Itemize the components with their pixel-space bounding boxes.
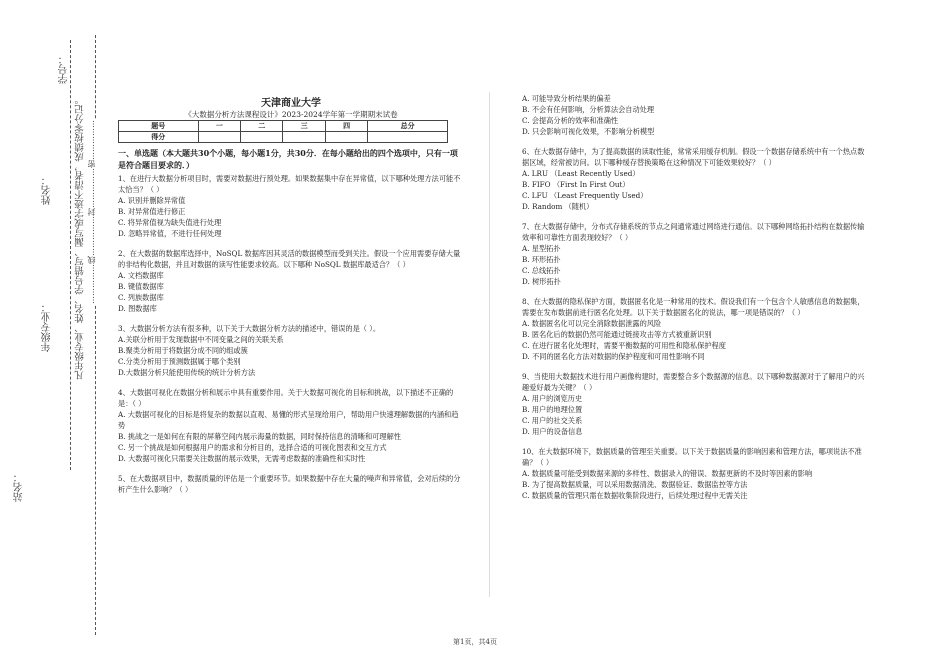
- binding-margin: [0, 0, 105, 672]
- question-stem: 5、在大数据项目中，数据质量的评估是一个重要环节。如果数据中存在大量的噪声和异常值，会对后续的分析产生什么影响？（ ）: [118, 474, 461, 494]
- question-8: [522, 296, 867, 362]
- score-table-score-row: [119, 132, 448, 143]
- option-b: B. 为了提高数据质量，可以采用数据清洗、数据验证、数据监控等方法: [522, 480, 748, 489]
- question-4: [118, 387, 464, 464]
- option-a: A. 识别并删除异常值: [118, 196, 186, 205]
- question-stem: 4、大数据可视化在数据分析和展示中具有重要作用。关于大数据可视化的目标和挑战，以下描述不正确的是：（ ）: [118, 388, 454, 408]
- option-a: A. 用户的浏览历史: [522, 394, 583, 403]
- section-title: 一、单选题（本大题共30个小题，每小题1分，共30分．在每小题给出的四个选项中，只有一项是符合题目要求的．）: [118, 148, 458, 170]
- option-c: C. 总线拓扑: [522, 266, 561, 275]
- question-6: [522, 146, 867, 212]
- page-number: 第1页，共4页: [453, 638, 497, 646]
- option-a: A. 星型拓扑: [522, 244, 561, 253]
- question-9: [522, 371, 867, 437]
- score-cell[interactable]: [241, 132, 283, 143]
- question-stem: 8、在大数据的隐私保护方面，数据匿名化是一种常用的技术。假设我们有一个包含个人敏感信息的数据集，需要在发布数据前进行匿名化处理。以下关于数据匿名化的说法，哪一项是错误的？（ ）: [522, 297, 865, 317]
- option-c: C. 将异常值视为缺失值进行处理: [118, 218, 222, 227]
- option-d: D. 大数据可视化只需要关注数据的展示效果，无需考虑数据的准确性和实时性: [118, 454, 366, 463]
- question-stem: 6、在大数据存储中，为了提高数据的读取性能，常常采用缓存机制。假设一个数据存储系统中有一个热点数据区域，经常被访问。以下哪种缓存替换策略在这种情况下可能效果较好？（ ）: [522, 147, 865, 167]
- question-stem: 1、在进行大数据分析项目时，需要对数据进行预处理。如果数据集中存在异常值，以下哪种处理方法可能不太恰当？（ ）: [118, 174, 461, 194]
- option-a: A. 可能导致分析结果的偏差: [522, 94, 611, 103]
- option-a: A. 数据匿名化可以完全消除数据泄露的风险: [522, 319, 662, 328]
- option-d: D. 用户的设备信息: [522, 427, 583, 436]
- question-10: [522, 446, 867, 501]
- option-d: D. 图数据库: [118, 304, 157, 313]
- question-stem: 2、在大数据的数据库选择中，NoSQL 数据库因其灵活的数据模型而受到关注。假设一个应用需要存储大量的非结构化数据，并且对数据的读写性能要求较高。以下哪种 NoSQL 数据库最适合？（ ）: [118, 249, 461, 269]
- option-a: A. 文档数据库: [118, 271, 164, 280]
- university-title: 天津商业大学: [261, 98, 321, 109]
- fill-line-left: [70, 40, 71, 470]
- student-id-label: 学号：: [59, 54, 70, 84]
- score-row-label: 得分: [119, 132, 199, 143]
- score-header-cell: 一: [198, 121, 240, 132]
- option-b: B. FIFO （First In First Out）: [522, 180, 630, 189]
- score-table: [118, 120, 448, 143]
- option-c: C. LFU （Least Frequently Used）: [522, 191, 648, 200]
- option-a: A. 大数据可视化的目标是将复杂的数据以直观、易懂的形式呈现给用户，帮助用户快速理解数据的内涵和趋势: [118, 410, 459, 430]
- question-stem: 9、当使用大数据技术进行用户画像构建时，需要整合多个数据源的信息。以下哪种数据源对于了解用户的兴趣爱好最为关键？（ ）: [522, 372, 865, 392]
- option-d: D.大数据分析只能使用传统的统计分析方法: [118, 368, 256, 377]
- option-c: C. 在进行匿名化处理时，需要平衡数据的可用性和隐私保护程度: [522, 341, 726, 350]
- question-stem: 10、在大数据环境下，数据质量的管理至关重要。以下关于数据质量的影响因素和管理方法，哪项说法不准确？（ ）: [522, 447, 862, 467]
- option-d: D. 忽略异常值，不进行任何处理: [118, 229, 222, 238]
- option-c: C. 会提高分析的效率和准确性: [522, 116, 619, 125]
- option-a: A.关联分析用于发现数据中不同变量之间的关联关系: [118, 335, 284, 344]
- question-5-options: [522, 93, 867, 137]
- left-column: [118, 98, 464, 504]
- name-label: 姓名：: [42, 175, 53, 205]
- score-header-cell: 题号: [119, 121, 199, 132]
- option-b: B. 环形拓扑: [522, 255, 561, 264]
- option-c: C. 列族数据库: [118, 293, 164, 302]
- option-b: B. 不会有任何影响，分析算法会自动处理: [522, 105, 655, 114]
- notice-text: 凡年级专业、姓名、学号错写、漏写或字迹不清者，成绩按零分记。: [75, 95, 86, 380]
- option-b: B.聚类分析用于将数据分成不同的组或簇: [118, 346, 248, 355]
- question-stem: 7、在大数据存储中，分布式存储系统的节点之间通常通过网络进行通信。以下哪种网络拓扑结构在数据传输效率和可靠性方面表现较好？（ ）: [522, 222, 865, 242]
- score-header-cell: 总分: [368, 121, 448, 132]
- score-cell[interactable]: [325, 132, 367, 143]
- option-d: D. 只会影响可视化效果，不影响分析模型: [522, 127, 655, 136]
- score-cell[interactable]: [283, 132, 325, 143]
- question-stem: 3、大数据分析方法有很多种，以下关于大数据分析方法的描述中，错误的是（ ）。: [118, 324, 381, 333]
- option-b: B. 匿名化后的数据仍然可能通过链接攻击等方式被重新识别: [522, 330, 712, 339]
- option-d: D. 树形拓扑: [522, 277, 561, 286]
- question-7: [522, 221, 867, 287]
- option-c: C. 另一个挑战是如何根据用户的需求和分析目的，选择合适的可视化图表和交互方式: [118, 443, 387, 452]
- option-d: D. Random （随机）: [522, 202, 594, 211]
- score-header-cell: 三: [283, 121, 325, 132]
- site-label: 站名：: [14, 472, 25, 502]
- score-header-cell: 四: [325, 121, 367, 132]
- option-b: B. 用户的地理位置: [522, 405, 583, 414]
- class-label: 年级专业：: [42, 302, 53, 352]
- option-b: B. 挑战之一是如何在有限的屏幕空间内展示海量的数据，同时保持信息的清晰和可理解性: [118, 432, 401, 441]
- option-a: A. LRU （Least Recently Used）: [522, 169, 640, 178]
- score-cell[interactable]: [368, 132, 448, 143]
- column-divider: [489, 92, 490, 597]
- option-c: C.分类分析用于预测数据属于哪个类别: [118, 357, 241, 366]
- option-c: C. 数据质量的管理只需在数据收集阶段进行，后续处理过程中无需关注: [522, 491, 748, 500]
- score-cell[interactable]: [198, 132, 240, 143]
- option-b: B. 键值数据库: [118, 282, 164, 291]
- question-2: [118, 248, 464, 314]
- score-header-cell: 二: [241, 121, 283, 132]
- option-a: A. 数据质量可能受到数据来源的多样性、数据录入的错误、数据更新的不及时等因素的影响: [522, 469, 813, 478]
- question-5: [118, 473, 464, 495]
- option-b: B. 对异常值进行修正: [118, 207, 186, 216]
- option-c: C. 用户的社交关系: [522, 416, 583, 425]
- seal-text: ……………线……………封……………密……………: [87, 120, 96, 304]
- option-d: D. 不同的匿名化方法对数据的保护程度和可用性影响不同: [522, 352, 705, 361]
- question-1: [118, 173, 464, 239]
- question-3: [118, 323, 464, 378]
- score-table-header-row: [119, 121, 448, 132]
- right-column: [522, 93, 867, 510]
- exam-title: 《大数据分析方法课程设计》2023-2024学年第一学期期末试卷: [184, 110, 398, 119]
